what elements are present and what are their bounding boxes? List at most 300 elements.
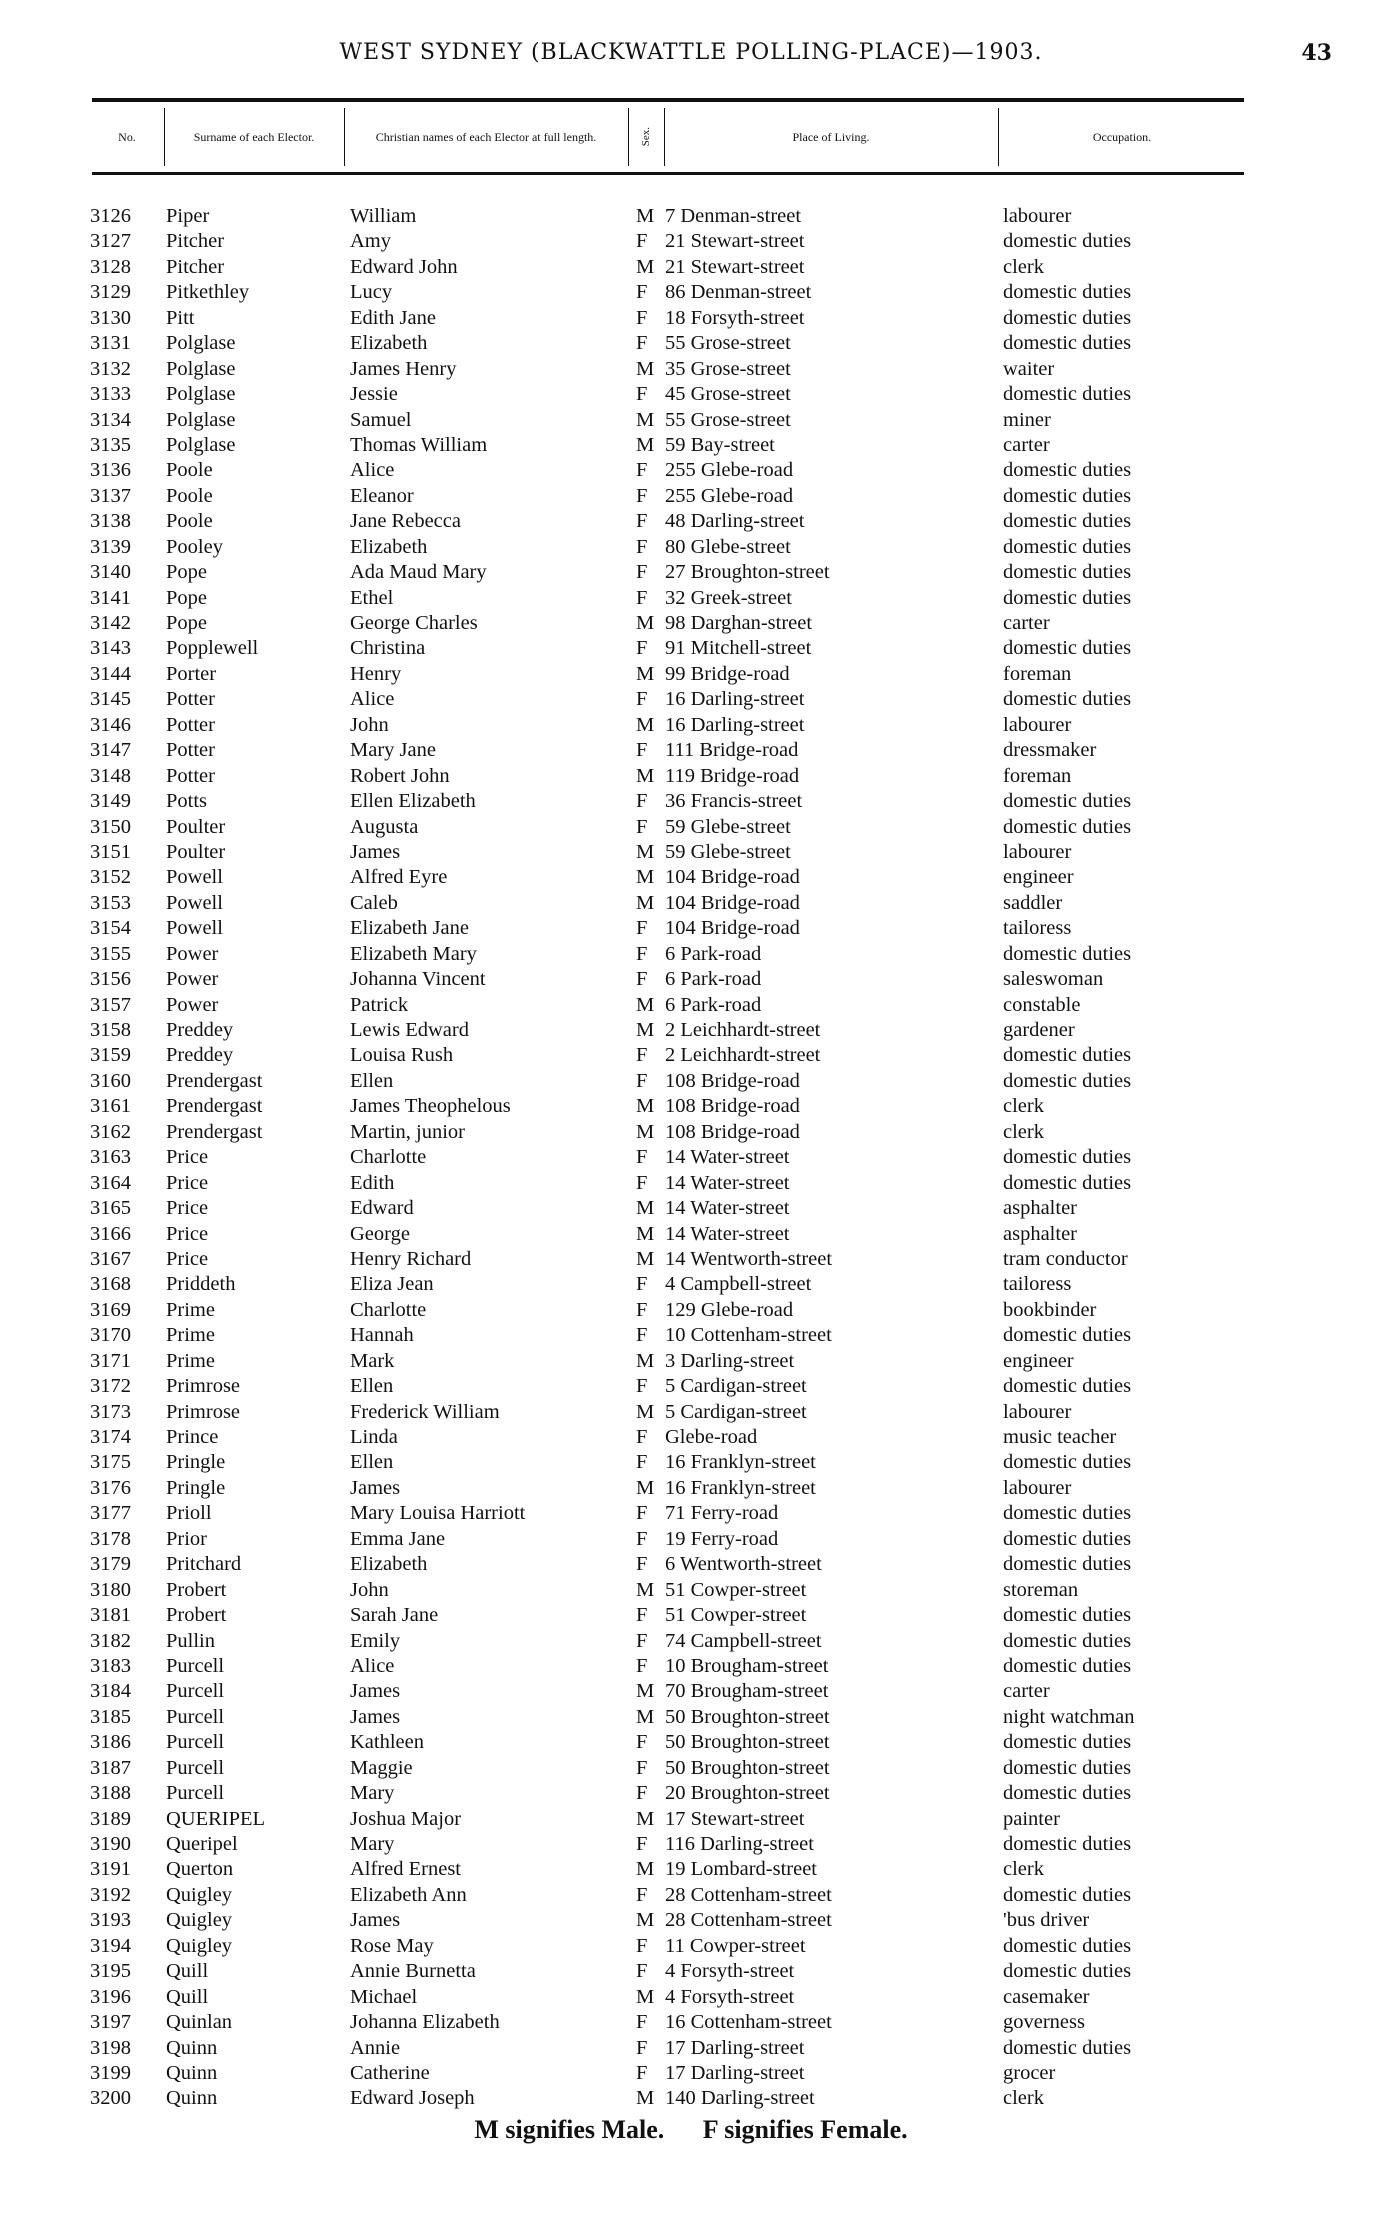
elector-place-of-living: 18 Forsyth-street [665, 306, 805, 329]
elector-sex: M [636, 891, 655, 914]
elector-number: 3198 [90, 2036, 131, 2059]
elector-occupation: domestic duties [1003, 1833, 1132, 1855]
elector-number: 3197 [90, 2011, 131, 2034]
elector-surname: Potter [166, 764, 215, 787]
elector-surname: Pringle [166, 1476, 226, 1499]
elector-place-of-living: 16 Darling-street [665, 688, 805, 711]
table-row [0, 509, 1382, 534]
elector-occupation: domestic duties [1003, 510, 1132, 533]
elector-occupation: carter [1003, 612, 1050, 634]
elector-place-of-living: 80 Glebe-street [665, 535, 791, 558]
elector-occupation: domestic duties [1003, 637, 1132, 660]
elector-occupation: asphalter [1003, 1222, 1077, 1245]
elector-christian-names: Eleanor [350, 484, 414, 507]
elector-place-of-living: 7 Denman-street [665, 205, 802, 227]
footer-legend [0, 2115, 1382, 2145]
elector-sex: F [636, 535, 648, 558]
elector-occupation: domestic duties [1003, 1502, 1132, 1525]
elector-occupation: engineer [1003, 1349, 1074, 1372]
elector-christian-names: Louisa Rush [350, 1044, 454, 1067]
table-row [0, 586, 1382, 611]
elector-number: 3184 [90, 1680, 131, 1703]
elector-surname: Prime [166, 1298, 215, 1321]
elector-surname: Quinn [166, 2061, 218, 2084]
elector-sex: M [636, 713, 655, 736]
elector-sex: F [636, 2011, 648, 2034]
elector-christian-names: Ellen [350, 1069, 394, 1092]
elector-place-of-living: 59 Bay-street [665, 433, 775, 456]
elector-place-of-living: 36 Francis-street [665, 790, 803, 813]
elector-surname: Polglase [166, 383, 236, 406]
elector-occupation: domestic duties [1003, 383, 1132, 406]
elector-number: 3175 [90, 1451, 131, 1474]
elector-surname: Potts [166, 790, 208, 813]
elector-christian-names: Elizabeth [350, 332, 428, 355]
elector-place-of-living: 50 Broughton-street [665, 1756, 830, 1779]
elector-christian-names: Linda [350, 1426, 398, 1448]
elector-occupation: domestic duties [1003, 1654, 1132, 1677]
elector-place-of-living: 14 Wentworth-street [665, 1247, 833, 1270]
elector-place-of-living: 14 Water-street [665, 1171, 790, 1194]
elector-surname: Pope [166, 586, 207, 609]
elector-surname: Quinn [166, 2087, 218, 2110]
elector-number: 3171 [90, 1349, 131, 1372]
elector-surname: Pooley [166, 535, 223, 558]
elector-number: 3133 [90, 383, 131, 406]
table-row [0, 1094, 1382, 1119]
elector-christian-names: Robert John [350, 764, 450, 787]
elector-place-of-living: 27 Broughton-street [665, 561, 830, 584]
elector-sex: M [636, 1247, 655, 1270]
elector-number: 3138 [90, 510, 131, 533]
elector-surname: Poole [166, 484, 213, 507]
elector-sex: F [636, 1604, 648, 1627]
elector-surname: Purcell [166, 1782, 225, 1805]
elector-occupation: waiter [1003, 357, 1055, 380]
elector-place-of-living: 74 Campbell-street [665, 1629, 822, 1652]
elector-sex: M [636, 408, 655, 431]
elector-surname: Power [166, 942, 219, 965]
elector-number: 3142 [90, 612, 131, 634]
elector-surname: Price [166, 1222, 209, 1245]
elector-occupation: domestic duties [1003, 815, 1132, 838]
table-row [0, 1349, 1382, 1374]
elector-surname: Prime [166, 1324, 215, 1347]
elector-sex: F [636, 586, 648, 609]
elector-surname: Prime [166, 1349, 215, 1372]
elector-sex: M [636, 1400, 655, 1423]
elector-occupation: labourer [1003, 205, 1072, 227]
elector-christian-names: Edward John [350, 255, 458, 278]
table-row [0, 687, 1382, 712]
elector-sex: F [636, 1044, 648, 1067]
elector-occupation: labourer [1003, 840, 1072, 863]
elector-occupation: saddler [1003, 891, 1063, 914]
elector-christian-names: Henry Richard [350, 1247, 472, 1270]
elector-sex: F [636, 1629, 648, 1652]
elector-number: 3131 [90, 332, 131, 355]
elector-christian-names: Mary [350, 1833, 395, 1855]
elector-sex: M [636, 1120, 655, 1143]
table-row [0, 916, 1382, 941]
elector-christian-names: Mary Jane [350, 739, 436, 762]
table-row [0, 1018, 1382, 1043]
elector-surname: Prendergast [166, 1069, 263, 1092]
elector-occupation: domestic duties [1003, 1375, 1132, 1398]
elector-occupation: clerk [1003, 2087, 1044, 2110]
table-row [0, 1883, 1382, 1908]
column-header-christian-names: Christian names of each Elector at full length. [375, 129, 597, 144]
elector-christian-names: Caleb [350, 891, 398, 914]
page-header [0, 40, 1382, 70]
elector-sex: F [636, 510, 648, 533]
elector-number: 3152 [90, 866, 131, 889]
elector-place-of-living: 104 Bridge-road [665, 891, 800, 914]
elector-sex: M [636, 2087, 655, 2110]
elector-occupation: domestic duties [1003, 1731, 1132, 1754]
table-row [0, 2086, 1382, 2111]
elector-place-of-living: 4 Forsyth-street [665, 1985, 795, 2008]
elector-sex: F [636, 1146, 648, 1169]
table-row [0, 1908, 1382, 1933]
table-row [0, 1425, 1382, 1450]
elector-surname: Piper [166, 205, 210, 227]
table-row [0, 2010, 1382, 2035]
elector-christian-names: Elizabeth Ann [350, 1883, 467, 1906]
elector-christian-names: Charlotte [350, 1298, 427, 1321]
elector-sex: M [636, 764, 655, 787]
elector-christian-names: Hannah [350, 1324, 414, 1347]
elector-number: 3129 [90, 281, 131, 304]
elector-number: 3196 [90, 1985, 131, 2008]
elector-place-of-living: 28 Cottenham-street [665, 1883, 832, 1906]
elector-christian-names: Edward [350, 1197, 414, 1220]
elector-occupation: domestic duties [1003, 459, 1132, 482]
elector-christian-names: Augusta [350, 815, 419, 838]
elector-number: 3191 [90, 1858, 131, 1881]
elector-occupation: domestic duties [1003, 1604, 1132, 1627]
elector-number: 3180 [90, 1578, 131, 1601]
elector-sex: F [636, 1324, 648, 1347]
elector-surname: Polglase [166, 332, 236, 355]
elector-christian-names: Alice [350, 1654, 395, 1677]
elector-surname: Prendergast [166, 1120, 263, 1143]
elector-surname: Querton [166, 1858, 234, 1881]
elector-christian-names: Maggie [350, 1756, 413, 1779]
elector-christian-names: Elizabeth Mary [350, 942, 477, 965]
elector-place-of-living: 11 Cowper-street [665, 1934, 806, 1957]
table-row [0, 204, 1382, 229]
elector-christian-names: Elizabeth [350, 1553, 428, 1576]
elector-christian-names: William [350, 205, 417, 227]
elector-place-of-living: 55 Grose-street [665, 408, 791, 431]
elector-sex: F [636, 1273, 648, 1296]
elector-place-of-living: 119 Bridge-road [665, 764, 800, 787]
elector-sex: F [636, 2061, 648, 2084]
elector-surname: Quinlan [166, 2011, 233, 2034]
table-row [0, 1069, 1382, 1094]
table-row [0, 865, 1382, 890]
table-row [0, 433, 1382, 458]
elector-surname: Poole [166, 510, 213, 533]
table-row [0, 1552, 1382, 1577]
elector-surname: Powell [166, 917, 223, 940]
elector-christian-names: Edith [350, 1171, 395, 1194]
elector-surname: Polglase [166, 408, 236, 431]
elector-number: 3183 [90, 1654, 131, 1677]
elector-number: 3148 [90, 764, 131, 787]
table-row [0, 1679, 1382, 1704]
elector-place-of-living: 55 Grose-street [665, 332, 791, 355]
elector-place-of-living: 16 Cottenham-street [665, 2011, 832, 2034]
elector-christian-names: Alfred Ernest [350, 1858, 461, 1881]
elector-occupation: domestic duties [1003, 688, 1132, 711]
elector-number: 3181 [90, 1604, 131, 1627]
elector-number: 3135 [90, 433, 131, 456]
elector-sex: M [636, 840, 655, 863]
elector-christian-names: Amy [350, 230, 391, 253]
table-row [0, 942, 1382, 967]
elector-christian-names: Alice [350, 688, 395, 711]
elector-sex: F [636, 1731, 648, 1754]
elector-sex: F [636, 306, 648, 329]
elector-place-of-living: 14 Water-street [665, 1146, 790, 1169]
elector-christian-names: Elizabeth [350, 535, 428, 558]
elector-christian-names: James Theophelous [350, 1095, 511, 1118]
elector-surname: Potter [166, 739, 215, 762]
elector-christian-names: Elizabeth Jane [350, 917, 469, 940]
table-row [0, 280, 1382, 305]
elector-surname: Prince [166, 1426, 219, 1448]
elector-occupation: foreman [1003, 764, 1072, 787]
elector-christian-names: Charlotte [350, 1146, 427, 1169]
elector-surname: Price [166, 1171, 209, 1194]
elector-place-of-living: 108 Bridge-road [665, 1095, 800, 1118]
table-row [0, 1120, 1382, 1145]
elector-sex: F [636, 1934, 648, 1957]
table-row [0, 1222, 1382, 1247]
elector-place-of-living: 10 Brougham-street [665, 1654, 829, 1677]
elector-place-of-living: 91 Mitchell-street [665, 637, 812, 660]
legend-male: M signifies Male. [474, 2115, 665, 2144]
elector-christian-names: Martin, junior [350, 1120, 466, 1143]
table-row [0, 560, 1382, 585]
elector-christian-names: Patrick [350, 993, 409, 1016]
elector-number: 3149 [90, 790, 131, 813]
elector-sex: F [636, 1069, 648, 1092]
elector-place-of-living: 108 Bridge-road [665, 1069, 800, 1092]
elector-surname: Prioll [166, 1502, 212, 1525]
elector-surname: Purcell [166, 1705, 225, 1728]
elector-christian-names: Emma Jane [350, 1527, 446, 1550]
elector-christian-names: George [350, 1222, 410, 1245]
elector-number: 3169 [90, 1298, 131, 1321]
elector-christian-names: Mary Louisa Harriott [350, 1502, 526, 1525]
elector-number: 3141 [90, 586, 131, 609]
elector-place-of-living: 48 Darling-street [665, 510, 805, 533]
elector-place-of-living: 20 Broughton-street [665, 1782, 830, 1805]
elector-sex: F [636, 1782, 648, 1805]
elector-occupation: gardener [1003, 1019, 1075, 1041]
elector-number: 3177 [90, 1502, 131, 1525]
elector-number: 3187 [90, 1756, 131, 1779]
elector-surname: Prendergast [166, 1095, 263, 1118]
elector-place-of-living: 4 Campbell-street [665, 1273, 812, 1296]
elector-christian-names: Annie [350, 2036, 401, 2059]
elector-sex: F [636, 1833, 648, 1855]
elector-sex: F [636, 230, 648, 253]
elector-number: 3172 [90, 1375, 131, 1398]
table-row [0, 1578, 1382, 1603]
elector-place-of-living: 35 Grose-street [665, 357, 791, 380]
column-divider [998, 108, 999, 166]
elector-christian-names: Ellen [350, 1451, 394, 1474]
elector-surname: Pope [166, 561, 207, 584]
elector-christian-names: Catherine [350, 2061, 430, 2084]
elector-sex: M [636, 1807, 655, 1830]
elector-occupation: labourer [1003, 1400, 1072, 1423]
elector-christian-names: Johanna Vincent [350, 968, 486, 991]
elector-place-of-living: 19 Ferry-road [665, 1527, 779, 1550]
elector-number: 3195 [90, 1960, 131, 1983]
table-row [0, 1832, 1382, 1857]
elector-number: 3128 [90, 255, 131, 278]
elector-number: 3150 [90, 815, 131, 838]
table-row [0, 1272, 1382, 1297]
elector-number: 3189 [90, 1807, 131, 1830]
elector-number: 3199 [90, 2061, 131, 2084]
elector-surname: Queripel [166, 1833, 238, 1855]
elector-christian-names: John [350, 1578, 389, 1601]
elector-christian-names: Alfred Eyre [350, 866, 448, 889]
elector-sex: F [636, 1375, 648, 1398]
table-row [0, 1629, 1382, 1654]
elector-number: 3170 [90, 1324, 131, 1347]
elector-occupation: bookbinder [1003, 1298, 1097, 1321]
elector-sex: F [636, 281, 648, 304]
elector-christian-names: Mark [350, 1349, 395, 1372]
table-row [0, 331, 1382, 356]
table-row [0, 535, 1382, 560]
elector-christian-names: Jessie [350, 383, 398, 406]
table-row [0, 1501, 1382, 1526]
elector-christian-names: James [350, 1705, 401, 1728]
elector-place-of-living: 71 Ferry-road [665, 1502, 779, 1525]
elector-christian-names: Edith Jane [350, 306, 436, 329]
elector-sex: M [636, 1476, 655, 1499]
elector-number: 3163 [90, 1146, 131, 1169]
elector-christian-names: Ada Maud Mary [350, 561, 487, 584]
elector-occupation: tailoress [1003, 1273, 1072, 1296]
table-row [0, 1603, 1382, 1628]
page-number: 43 [1301, 40, 1332, 66]
elector-sex: M [636, 1197, 655, 1220]
elector-surname: Poulter [166, 815, 226, 838]
elector-number: 3167 [90, 1247, 131, 1270]
elector-surname: QUERIPEL [166, 1807, 266, 1830]
table-row [0, 1323, 1382, 1348]
elector-occupation: storeman [1003, 1578, 1079, 1601]
elector-christian-names: Eliza Jean [350, 1273, 434, 1296]
elector-number: 3127 [90, 230, 131, 253]
elector-number: 3155 [90, 942, 131, 965]
elector-occupation: domestic duties [1003, 1883, 1132, 1906]
elector-occupation: domestic duties [1003, 1451, 1132, 1474]
table-row [0, 1654, 1382, 1679]
elector-surname: Pitcher [166, 255, 225, 278]
elector-sex: F [636, 1298, 648, 1321]
elector-surname: Probert [166, 1578, 227, 1601]
elector-occupation: domestic duties [1003, 1324, 1132, 1347]
elector-number: 3160 [90, 1069, 131, 1092]
elector-occupation: domestic duties [1003, 790, 1132, 813]
column-header-row [92, 98, 1244, 175]
legend-female: F signifies Female. [702, 2115, 908, 2144]
table-row [0, 1298, 1382, 1323]
elector-number: 3140 [90, 561, 131, 584]
elector-occupation: governess [1003, 2011, 1085, 2034]
elector-sex: M [636, 612, 655, 634]
elector-christian-names: Ethel [350, 586, 394, 609]
elector-christian-names: Jane Rebecca [350, 510, 461, 533]
elector-number: 3178 [90, 1527, 131, 1550]
elector-occupation: domestic duties [1003, 1171, 1132, 1194]
table-row [0, 2061, 1382, 2086]
elector-surname: Quigley [166, 1883, 233, 1906]
elector-place-of-living: 129 Glebe-road [665, 1298, 794, 1321]
elector-sex: F [636, 1527, 648, 1550]
elector-surname: Priddeth [166, 1273, 236, 1296]
elector-christian-names: Sarah Jane [350, 1604, 439, 1627]
elector-place-of-living: 19 Lombard-street [665, 1858, 817, 1881]
elector-place-of-living: 16 Franklyn-street [665, 1476, 816, 1499]
table-row [0, 1247, 1382, 1272]
table-row [0, 408, 1382, 433]
elector-occupation: foreman [1003, 662, 1072, 685]
elector-sex: F [636, 942, 648, 965]
table-row [0, 840, 1382, 865]
table-row [0, 1145, 1382, 1170]
elector-number: 3132 [90, 357, 131, 380]
elector-surname: Quill [166, 1960, 209, 1983]
elector-number: 3174 [90, 1426, 131, 1448]
elector-occupation: domestic duties [1003, 2036, 1132, 2059]
elector-place-of-living: 108 Bridge-road [665, 1120, 800, 1143]
elector-surname: Price [166, 1247, 209, 1270]
elector-surname: Purcell [166, 1756, 225, 1779]
elector-place-of-living: 17 Darling-street [665, 2061, 805, 2084]
elector-surname: Popplewell [166, 637, 259, 660]
elector-surname: Quill [166, 1985, 209, 2008]
elector-number: 3126 [90, 205, 131, 227]
elector-surname: Pitt [166, 306, 195, 329]
column-divider [628, 108, 629, 166]
elector-surname: Poulter [166, 840, 226, 863]
table-row [0, 255, 1382, 280]
elector-occupation: domestic duties [1003, 484, 1132, 507]
elector-christian-names: James [350, 1680, 401, 1703]
elector-number: 3143 [90, 637, 131, 660]
elector-number: 3156 [90, 968, 131, 991]
elector-occupation: music teacher [1003, 1426, 1117, 1448]
elector-occupation: tram conductor [1003, 1247, 1128, 1270]
elector-sex: M [636, 1680, 655, 1703]
elector-place-of-living: 17 Darling-street [665, 2036, 805, 2059]
table-row [0, 306, 1382, 331]
elector-place-of-living: 98 Darghan-street [665, 612, 813, 634]
elector-surname: Pitkethley [166, 281, 250, 304]
elector-number: 3166 [90, 1222, 131, 1245]
